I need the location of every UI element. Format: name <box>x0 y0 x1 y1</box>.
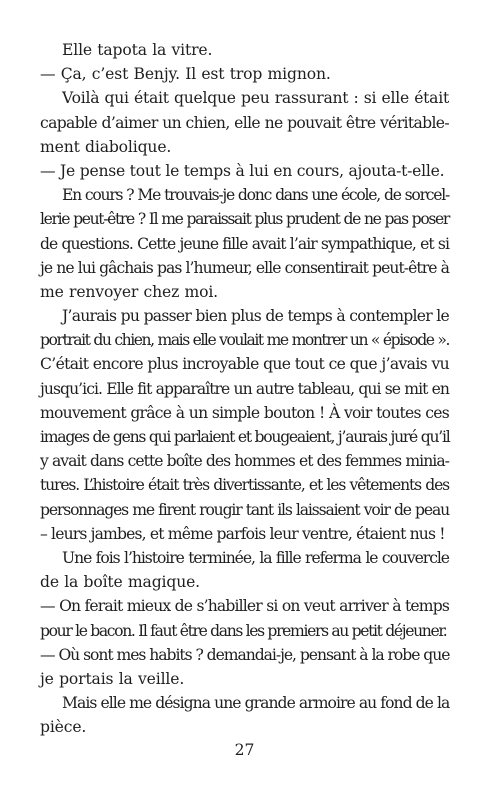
text-line: de la boîte magique. <box>40 573 200 592</box>
text-line: ment diabolique. <box>40 137 172 156</box>
page-body <box>40 38 449 739</box>
text-line: images de gens qui parlaient et bougeaient, j’aurais juré qu’il <box>40 428 450 446</box>
text-line: me renvoyer chez moi. <box>40 282 218 301</box>
text-line: lerie peut-être ? Il me paraissait plus prudent de ne pas poser <box>40 210 449 229</box>
text-line: C’était encore plus incroyable que tout ce que j’avais vu <box>40 355 449 374</box>
dialogue-paragraph <box>40 62 449 86</box>
text-line: Mais elle me désigna une grande armoire au fond de la <box>62 694 450 713</box>
text-line: je ne lui gâchais pas l’humeur, elle consentirait peut-être à <box>40 258 449 277</box>
text-line: pour le bacon. Il faut être dans les premiers au petit déjeuner. <box>40 621 447 640</box>
paragraph <box>40 183 449 304</box>
text-line: tures. L’histoire était très divertissante, et les vêtements des <box>40 476 449 495</box>
dialogue-paragraph <box>40 159 449 183</box>
text-line: capable d’aimer un chien, elle ne pouvait être véritable- <box>40 113 449 132</box>
text-line: jusqu’ici. Elle fit apparaître un autre tableau, qui se mit en <box>40 379 449 398</box>
text-line: — On ferait mieux de s’habiller si on veut arriver à temps <box>40 597 449 616</box>
paragraph <box>40 304 449 546</box>
text-line: je portais la veille. <box>40 669 185 688</box>
paragraph <box>40 86 449 159</box>
text-line: Elle tapota la vitre. <box>62 41 213 59</box>
paragraph <box>40 691 449 739</box>
text-line: — Où sont mes habits ? demandai-je, pensant à la robe que <box>40 645 450 664</box>
text-line: — Je pense tout le temps à lui en cours, ajouta-t-elle. <box>40 161 445 180</box>
text-line: Voilà qui était quelque peu rassurant : si elle était <box>62 89 449 108</box>
text-line: y avait dans cette boîte des hommes et des femmes minia- <box>40 452 449 471</box>
text-line: personnages me firent rougir tant ils laissaient voir de peau <box>40 500 449 519</box>
text-line: – leurs jambes, et même parfois leur ventre, étaient nus ! <box>40 524 445 543</box>
text-line: Une fois l’histoire terminée, la fille referma le couvercle <box>62 548 449 567</box>
paragraph <box>40 546 449 594</box>
dialogue-paragraph <box>40 594 449 642</box>
paragraph <box>40 38 449 62</box>
dialogue-paragraph <box>40 643 449 691</box>
page-number: 27 <box>234 741 255 759</box>
text-line: — Ça, c’est Benjy. Il est trop mignon. <box>40 65 331 84</box>
text-line: de questions. Cette jeune fille avait l’air sympathique, et si <box>40 234 449 253</box>
text-line: J’aurais pu passer bien plus de temps à contempler le <box>62 307 449 326</box>
text-line: En cours ? Me trouvais-je donc dans une école, de sorcel- <box>62 186 449 205</box>
text-line: pièce. <box>40 718 87 737</box>
text-line: portrait du chien, mais elle voulait me montrer un « épisode ». <box>40 331 449 350</box>
text-line: mouvement grâce à un simple bouton ! À voir toutes ces <box>40 403 449 422</box>
